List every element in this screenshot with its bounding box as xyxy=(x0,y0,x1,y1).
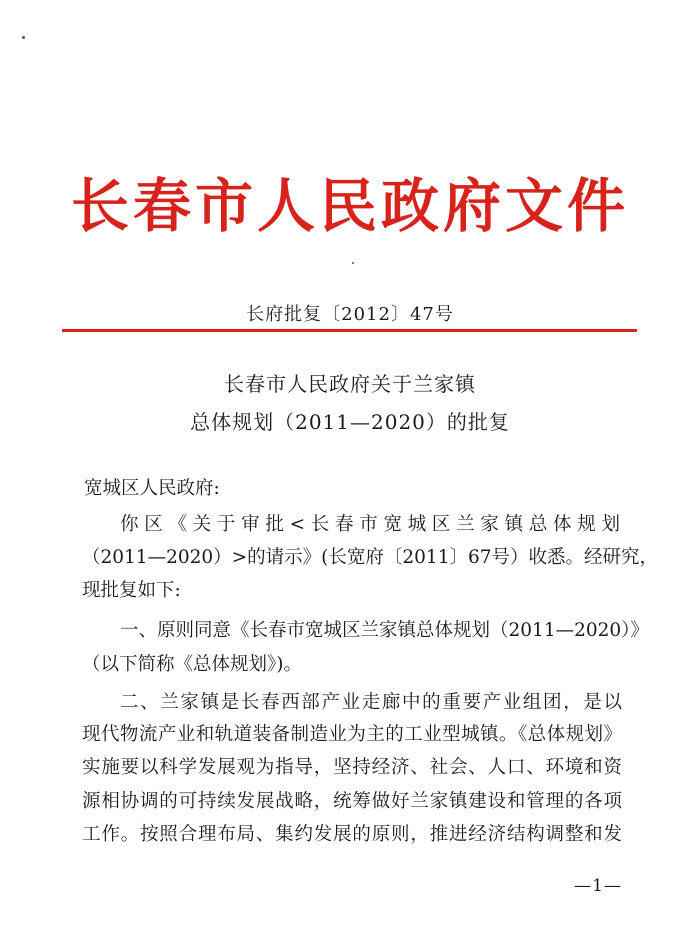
body-line: 你区《关于审批<长春市宽城区兰家镇总体规划 xyxy=(120,514,620,535)
document-title-line-1: 长春市人民政府关于兰家镇 xyxy=(224,372,476,396)
body-line: 一、原则同意《长春市宽城区兰家镇总体规划（2011—2020）》 xyxy=(120,620,649,641)
document-masthead: 长春市人民政府文件 xyxy=(70,172,629,240)
document-title-line-2: 总体规划（2011—2020）的批复 xyxy=(190,410,510,434)
body-line: 二、兰家镇是长春西部产业走廊中的重要产业组团，是以 xyxy=(120,692,622,713)
body-line: 源相协调的可持续发展战略，统筹做好兰家镇建设和管理的各项 xyxy=(82,791,622,812)
salutation: 宽城区人民政府: xyxy=(84,478,220,499)
red-separator-line xyxy=(62,329,637,332)
body-line: 实施要以科学发展观为指导，坚持经济、社会、人口、环境和资 xyxy=(82,757,622,778)
page-number: —1— xyxy=(574,876,622,896)
scan-speck xyxy=(352,262,354,264)
body-line: 现批复如下: xyxy=(82,580,181,601)
scan-speck xyxy=(22,36,25,39)
body-line: 现代物流产业和轨道装备制造业为主的工业型城镇。《总体规划》 xyxy=(82,724,622,745)
body-line: （2011—2020）>的请示》(长宽府〔2011〕67号）收悉。经研究， xyxy=(82,547,659,568)
body-line: （以下简称《总体规划》)。 xyxy=(82,654,302,675)
body-line: 工作。按照合理布局、集约发展的原则，推进经济结构调整和发 xyxy=(82,824,622,845)
document-number: 长府批复〔2012〕47号 xyxy=(246,304,454,325)
